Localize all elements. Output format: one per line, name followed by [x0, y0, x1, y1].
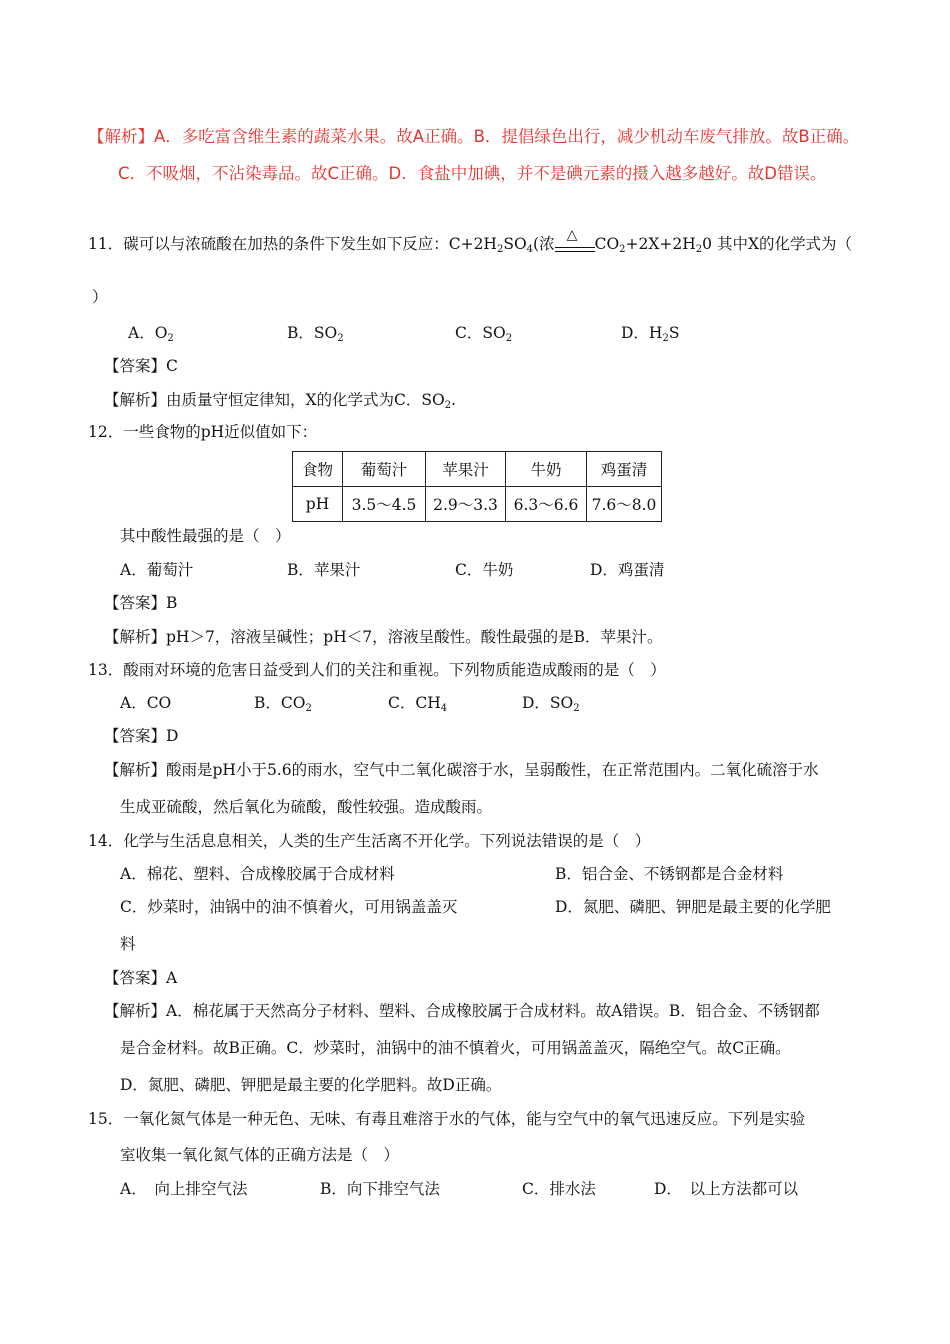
table-cell: pH [293, 487, 343, 522]
ph-table-header-row [293, 452, 662, 487]
q12-question: 其中酸性最强的是（ ） [120, 527, 291, 545]
table-header-cell: 苹果汁 [426, 452, 506, 487]
q11-close-paren: ） [92, 288, 108, 306]
table-header-cell: 牛奶 [506, 452, 587, 487]
q12-analysis: 【解析】pH＞7，溶液呈碱性；pH＜7，溶液呈酸性。酸性最强的是B．苹果汁。 [104, 628, 663, 646]
q11-option-a[interactable]: A．$O_2$ [128, 324, 174, 344]
q15-stem-line2: 室收集一氧化氮气体的正确方法是（ ） [120, 1146, 400, 1164]
q13-stem: 13．酸雨对环境的危害日益受到人们的关注和重视。下列物质能造成酸雨的是（ ） [88, 661, 666, 679]
heat-condition-symbol: △ [555, 233, 595, 255]
q11-option-c[interactable]: C．$SO_2$ [455, 324, 513, 344]
q12-option-c[interactable]: C．牛奶 [455, 561, 514, 579]
ph-table-value-row [293, 487, 662, 522]
q15-stem-line1: 15．一氧化氮气体是一种无色、无味、有毒且难溶于水的气体，能与空气中的氧气迅速反应。下列是实验 [88, 1110, 806, 1128]
table-cell: 2.9～3.3 [426, 487, 506, 522]
q14-option-b[interactable]: B．铝合金、不锈钢都是合金材料 [555, 865, 784, 883]
table-header-cell: 鸡蛋清 [587, 452, 662, 487]
q13-answer: 【答案】D [104, 727, 179, 745]
q11-analysis: 【解析】由质量守恒定律知，X的化学式为C．$SO_2$. [104, 391, 457, 411]
q14-analysis-line1: 【解析】A．棉花属于天然高分子材料、塑料、合成橡胶属于合成材料。故A错误。B．铝合金、不锈钢都 [104, 1002, 820, 1020]
q12-option-a[interactable]: A．葡萄汁 [120, 561, 194, 579]
q14-option-a[interactable]: A．棉花、塑料、合成橡胶属于合成材料 [120, 865, 395, 883]
q15-option-a[interactable]: A． 向上排空气法 [120, 1180, 248, 1198]
q14-option-d-tail: 料 [120, 935, 136, 953]
q12-option-d[interactable]: D．鸡蛋清 [590, 561, 665, 579]
q13-option-a[interactable]: A．CO [120, 694, 172, 712]
q15-option-b[interactable]: B．向下排空气法 [320, 1180, 440, 1198]
table-cell: 6.3～6.6 [506, 487, 587, 522]
q13-option-c[interactable]: C．$CH_4$ [388, 694, 448, 714]
table-header-cell: 食物 [293, 452, 343, 487]
q11-answer: 【答案】C [104, 357, 178, 375]
q13-analysis-line1: 【解析】酸雨是pH小于5.6的雨水，空气中二氧化碳溶于水，呈弱酸性，在正常范围内。二氧化硫溶于水 [104, 761, 819, 779]
q11-stem: 11．碳可以与浓硫酸在加热的条件下发生如下反应：$C+2H_2SO_4$(浓 △ $CO_2+2X+2H_20$ 其中X的化学式为（ [88, 227, 852, 255]
ph-table [292, 451, 662, 522]
prev-analysis-line1: 【解析】A．多吃富含维生素的蔬菜水果。故A正确。B．提倡绿色出行，减少机动车废气排放。故B正确。 [88, 127, 860, 146]
table-cell: 3.5～4.5 [343, 487, 426, 522]
q14-stem: 14．化学与生活息息相关，人类的生产生活离不开化学。下列说法错误的是（ ） [88, 832, 651, 850]
q14-analysis-line2: 是合金材料。故B正确。C．炒菜时，油锅中的油不慎着火，可用锅盖盖灭，隔绝空气。故C正确。 [120, 1039, 791, 1057]
q14-option-c[interactable]: C．炒菜时，油锅中的油不慎着火，可用锅盖盖灭 [120, 898, 458, 916]
q15-option-d[interactable]: D． 以上方法都可以 [654, 1180, 799, 1198]
q12-answer: 【答案】B [104, 594, 178, 612]
q14-option-d[interactable]: D．氮肥、磷肥、钾肥是最主要的化学肥 [555, 898, 831, 916]
q12-option-b[interactable]: B．苹果汁 [287, 561, 361, 579]
q14-analysis-line3: D．氮肥、磷肥、钾肥是最主要的化学肥料。故D正确。 [120, 1076, 502, 1094]
q13-option-b[interactable]: B．$CO_2$ [254, 694, 312, 714]
q11-option-d[interactable]: D．$H_2S$ [621, 324, 680, 344]
q12-stem: 12．一些食物的pH近似值如下： [88, 423, 318, 441]
table-cell: 7.6～8.0 [587, 487, 662, 522]
q11-option-b[interactable]: B．$SO_2$ [287, 324, 344, 344]
table-header-cell: 葡萄汁 [343, 452, 426, 487]
q14-answer: 【答案】A [104, 969, 178, 987]
q13-analysis-line2: 生成亚硫酸，然后氧化为硫酸，酸性较强。造成酸雨。 [120, 798, 493, 816]
q15-option-c[interactable]: C．排水法 [522, 1180, 596, 1198]
q13-option-d[interactable]: D．$SO_2$ [522, 694, 580, 714]
prev-analysis-line2: C．不吸烟，不沾染毒品。故C正确。D．食盐中加碘，并不是碘元素的摄入越多越好。故D错误。 [118, 164, 827, 183]
